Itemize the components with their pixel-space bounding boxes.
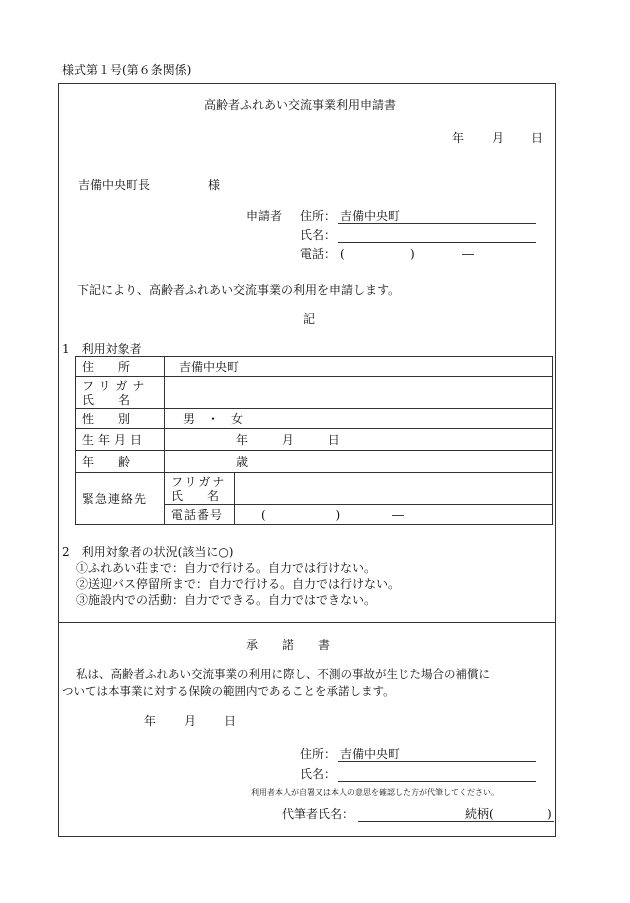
age-unit: 歳 (236, 454, 249, 469)
furigana-label: フリガナ (82, 378, 150, 393)
date-year: 年 (452, 131, 465, 145)
name-label: 氏 名 (82, 392, 131, 407)
table-row (76, 357, 553, 377)
section1-heading: 1 利用対象者 (62, 342, 142, 356)
recipient-table (75, 356, 553, 525)
consent-month: 月 (184, 714, 197, 728)
birth-label: 生年月日 (82, 432, 147, 447)
birth-day: 日 (327, 432, 340, 447)
applicant-phone-dash: ― (462, 247, 474, 261)
consent-year: 年 (144, 714, 157, 728)
ki-heading: 記 (303, 312, 316, 326)
age-label-cell (76, 451, 165, 473)
gender-label-cell (76, 409, 165, 429)
emergency-label-cell (76, 473, 165, 525)
em-name-value-cell[interactable] (235, 473, 553, 505)
em-phone-label: 電話番号 (171, 507, 224, 522)
form-title: 高齢者ふれあい交流事業利用申請書 (204, 98, 397, 112)
applicant-phone-label: 電話： (300, 247, 337, 261)
status-item-3[interactable]: ③施設内での活動：自力でできる。自力ではできない。 (76, 593, 377, 607)
gender-value: 男 ・ 女 (183, 411, 244, 426)
applicant-label: 申請者 (246, 209, 283, 223)
em-phone-close: ) (335, 507, 341, 522)
applicant-phone-close: ) (410, 247, 415, 261)
address-label: 住 所 (82, 359, 131, 374)
consent-address-value[interactable]: 吉備中央町 (340, 747, 401, 761)
consent-title: 承 諾 書 (246, 638, 331, 652)
applicant-phone-open: ( (340, 247, 345, 261)
table-row (76, 451, 553, 473)
name-value-cell[interactable] (165, 377, 553, 409)
birth-label-cell (76, 429, 165, 451)
table-row (76, 473, 553, 505)
birth-year: 年 (236, 432, 249, 447)
section2-heading: 2 利用対象者の状況(該当に○) (62, 545, 234, 559)
status-item-2[interactable]: ②送迎バス停留所まで：自力で行ける。自力では行けない。 (76, 577, 401, 591)
consent-address-underline (338, 761, 536, 762)
em-name-label: 氏 名 (171, 488, 220, 503)
em-phone-open: ( (261, 507, 266, 522)
em-furigana-label: フリガナ (171, 474, 227, 489)
consent-name-label: 氏名： (300, 767, 337, 781)
intro-text: 下記により、高齢者ふれあい交流事業の利用を申請します。 (77, 283, 401, 297)
addressee-name: 吉備中央町長 (78, 178, 151, 192)
date-month: 月 (492, 131, 505, 145)
birth-value-cell[interactable] (165, 429, 553, 451)
section-divider (58, 622, 556, 623)
applicant-name-field[interactable] (338, 242, 536, 243)
relation-label: 続柄( (465, 807, 494, 821)
age-value-cell[interactable] (165, 451, 553, 473)
furigana-name-label-cell (76, 377, 165, 409)
birth-month: 月 (281, 432, 294, 447)
consent-note: 利用者本人が自署又は本人の意思を確認した方が代筆してください。 (251, 788, 499, 797)
date-day: 日 (531, 131, 544, 145)
consent-day: 日 (224, 714, 237, 728)
relation-close: ) (547, 807, 552, 821)
consent-body-line1: 私は、高齢者ふれあい交流事業の利用に際し、不測の事故が生じた場合の補償に (76, 667, 490, 681)
addressee-honorific: 様 (208, 178, 221, 192)
address-value: 吉備中央町 (179, 359, 240, 374)
table-row (76, 429, 553, 451)
applicant-name-label: 氏名： (300, 228, 337, 242)
em-phone-value-cell[interactable] (235, 505, 553, 525)
em-phone-label-cell (165, 505, 235, 525)
applicant-address-value[interactable]: 吉備中央町 (340, 209, 401, 223)
proxy-name-field[interactable] (358, 821, 554, 822)
consent-name-field[interactable] (338, 781, 536, 782)
table-row (76, 377, 553, 409)
consent-address-label: 住所： (300, 747, 337, 761)
emergency-label: 緊急連絡先 (82, 491, 148, 506)
consent-body-line2: ついては本事業に対する保険の範囲内であることを承諾します。 (62, 684, 395, 698)
gender-label: 性 別 (82, 411, 131, 426)
status-item-1[interactable]: ①ふれあい荘まで：自力で行ける。自力では行けない。 (76, 561, 377, 575)
applicant-address-underline (338, 223, 536, 224)
form-number: 様式第１号(第６条関係) (62, 63, 192, 77)
proxy-label: 代筆者氏名： (282, 807, 355, 821)
age-label: 年 齢 (82, 454, 131, 469)
table-row (76, 409, 553, 429)
address-value-cell[interactable] (165, 357, 553, 377)
address-label-cell (76, 357, 165, 377)
em-furigana-label-cell (165, 473, 235, 505)
gender-value-cell[interactable] (165, 409, 553, 429)
applicant-address-label: 住所： (300, 209, 337, 223)
em-phone-dash: ― (392, 507, 405, 522)
